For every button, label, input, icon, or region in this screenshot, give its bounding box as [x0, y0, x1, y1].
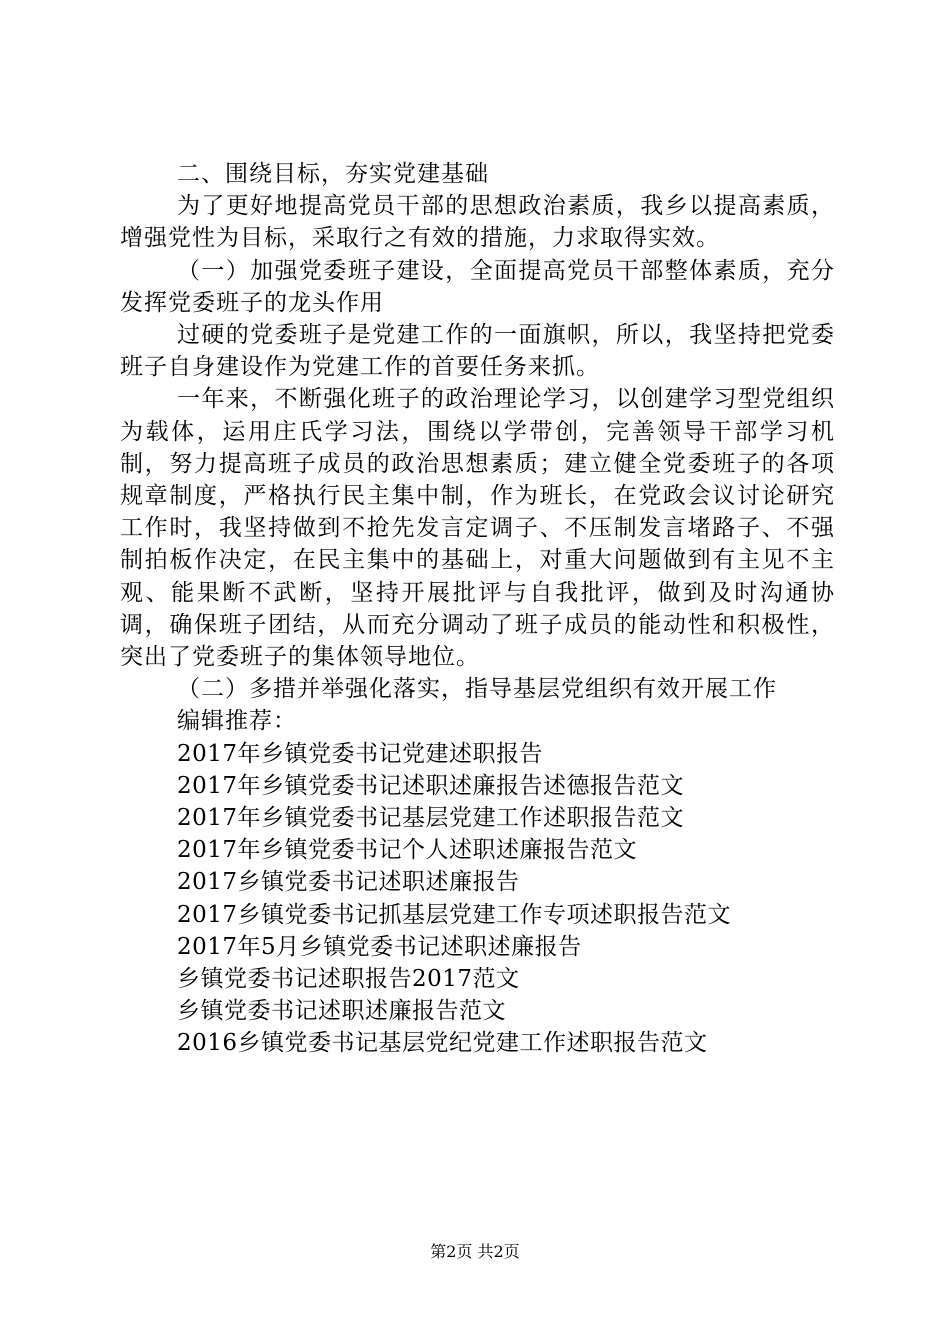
recommend-item[interactable]: 2016乡镇党委书记基层党纪党建工作述职报告范文: [177, 1030, 708, 1057]
page-footer: 第2页 共2页: [430, 1242, 520, 1261]
document-body: [120, 158, 835, 1060]
recommend-list: [120, 738, 835, 1060]
paragraph: 过硬的党委班子是党建工作的一面旗帜，所以，我坚持把党委班子自身建设作为党建工作的首要任务来抓。: [120, 322, 835, 381]
recommend-heading: 编辑推荐：: [177, 708, 297, 735]
recommend-item[interactable]: 2017年5月乡镇党委书记述职述廉报告: [177, 933, 582, 960]
paragraph: 一年来，不断强化班子的政治理论学习，以创建学习型党组织为载体，运用庄氏学习法，围绕以学带创，完善领导干部学习机制，努力提高班子成员的政治思想素质；建立健全党委班子的各项规章制度，严格执行民主集中制，作为班长，在党政会议讨论研究工作时，我坚持做到不抢先发言定调子、不压制发言堵路子、不强制拍板作决定，在民主集中的基础上，对重大问题做到有主见不主观、能果断不武断，坚持开展批评与自我批评，做到及时沟通协调，确保班子团结，从而充分调动了班子成员的能动性和积极性，突出了党委班子的集体领导地位。: [120, 386, 835, 671]
recommend-item[interactable]: 2017乡镇党委书记述职述廉报告: [177, 869, 520, 896]
recommend-item[interactable]: 2017年乡镇党委书记党建述职报告: [177, 740, 544, 767]
recommend-item[interactable]: 2017年乡镇党委书记个人述职述廉报告范文: [177, 837, 638, 864]
section-title: 二、围绕目标，夯实党建基础: [177, 161, 489, 187]
recommend-item[interactable]: 2017乡镇党委书记抓基层党建工作专项述职报告范文: [177, 901, 732, 928]
subsection-heading: （一）加强党委班子建设，全面提高党员干部整体素质，充分发挥党委班子的龙头作用: [120, 257, 835, 316]
recommend-item[interactable]: 乡镇党委书记述职报告2017范文: [177, 966, 520, 993]
paragraph: 为了更好地提高党员干部的思想政治素质，我乡以提高素质，增强党性为目标，采取行之有效的措施，力求取得实效。: [120, 193, 835, 252]
recommend-item[interactable]: 乡镇党委书记述职述廉报告范文: [177, 998, 506, 1025]
recommend-item[interactable]: 2017年乡镇党委书记述职述廉报告述德报告范文: [177, 772, 685, 799]
recommend-item[interactable]: 2017年乡镇党委书记基层党建工作述职报告范文: [177, 805, 685, 832]
subsection-heading: （二）多措并举强化落实，指导基层党组织有效开展工作: [177, 676, 777, 703]
